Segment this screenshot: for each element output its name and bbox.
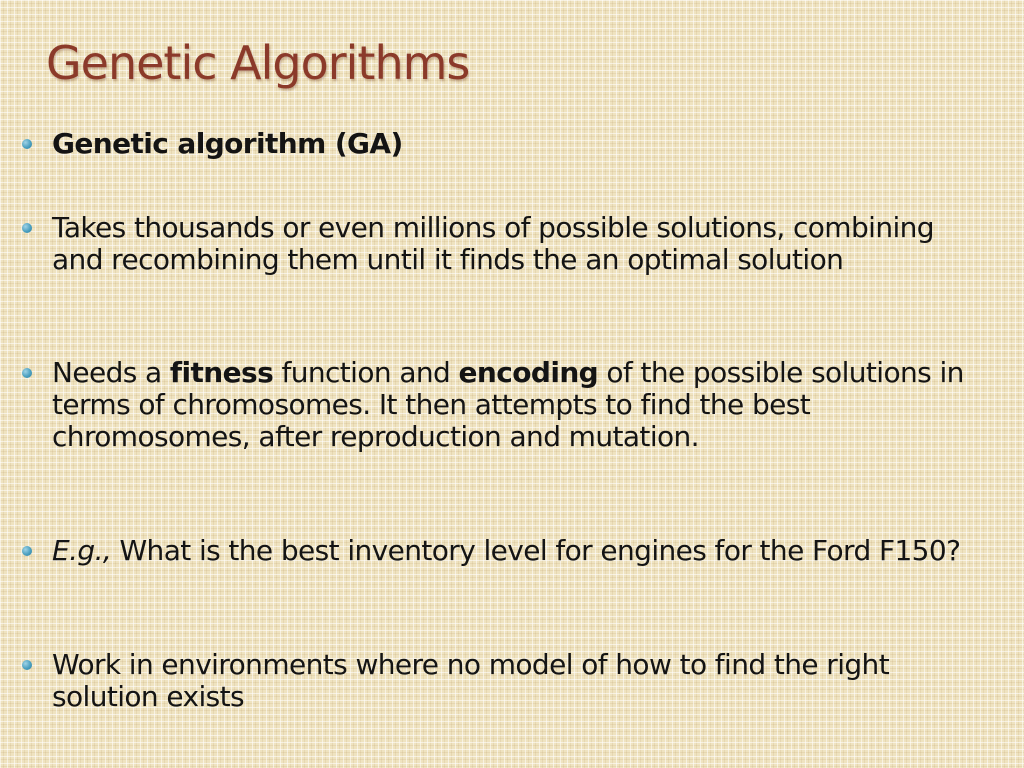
bullet-dot-icon <box>22 139 32 149</box>
bullet-text-part: Needs a <box>52 356 170 389</box>
bullet-dot-icon <box>22 368 32 378</box>
bullet-item <box>52 212 992 276</box>
bullet-dot-icon <box>22 546 32 556</box>
bullet-text: Work in environments where no model of how to find the right solution exists <box>52 648 890 713</box>
bullet-dot-icon <box>22 223 32 233</box>
example-prefix: E.g., <box>52 534 112 567</box>
slide-title: Genetic Algorithms <box>46 36 470 90</box>
bullet-text: What is the best inventory level for engines for the Ford F150? <box>111 534 961 567</box>
encoding-term: encoding <box>458 356 599 389</box>
bullet-text-part: of the possible solutions in terms of chromosomes. It then attempts to find the best chromosomes, after reproduction and mutation. <box>52 356 964 453</box>
bullet-item <box>52 649 992 713</box>
bullet-item <box>52 535 992 567</box>
fitness-term: fitness <box>169 356 274 389</box>
bullet-item <box>52 128 992 160</box>
bullet-text-part: function and <box>273 356 459 389</box>
bullet-text: Takes thousands or even millions of possible solutions, combining and recombining them until it finds the an optimal solution <box>52 211 934 276</box>
bullet-text: Genetic algorithm (GA) <box>52 127 403 160</box>
bullet-item <box>52 357 992 453</box>
bullet-dot-icon <box>22 660 32 670</box>
